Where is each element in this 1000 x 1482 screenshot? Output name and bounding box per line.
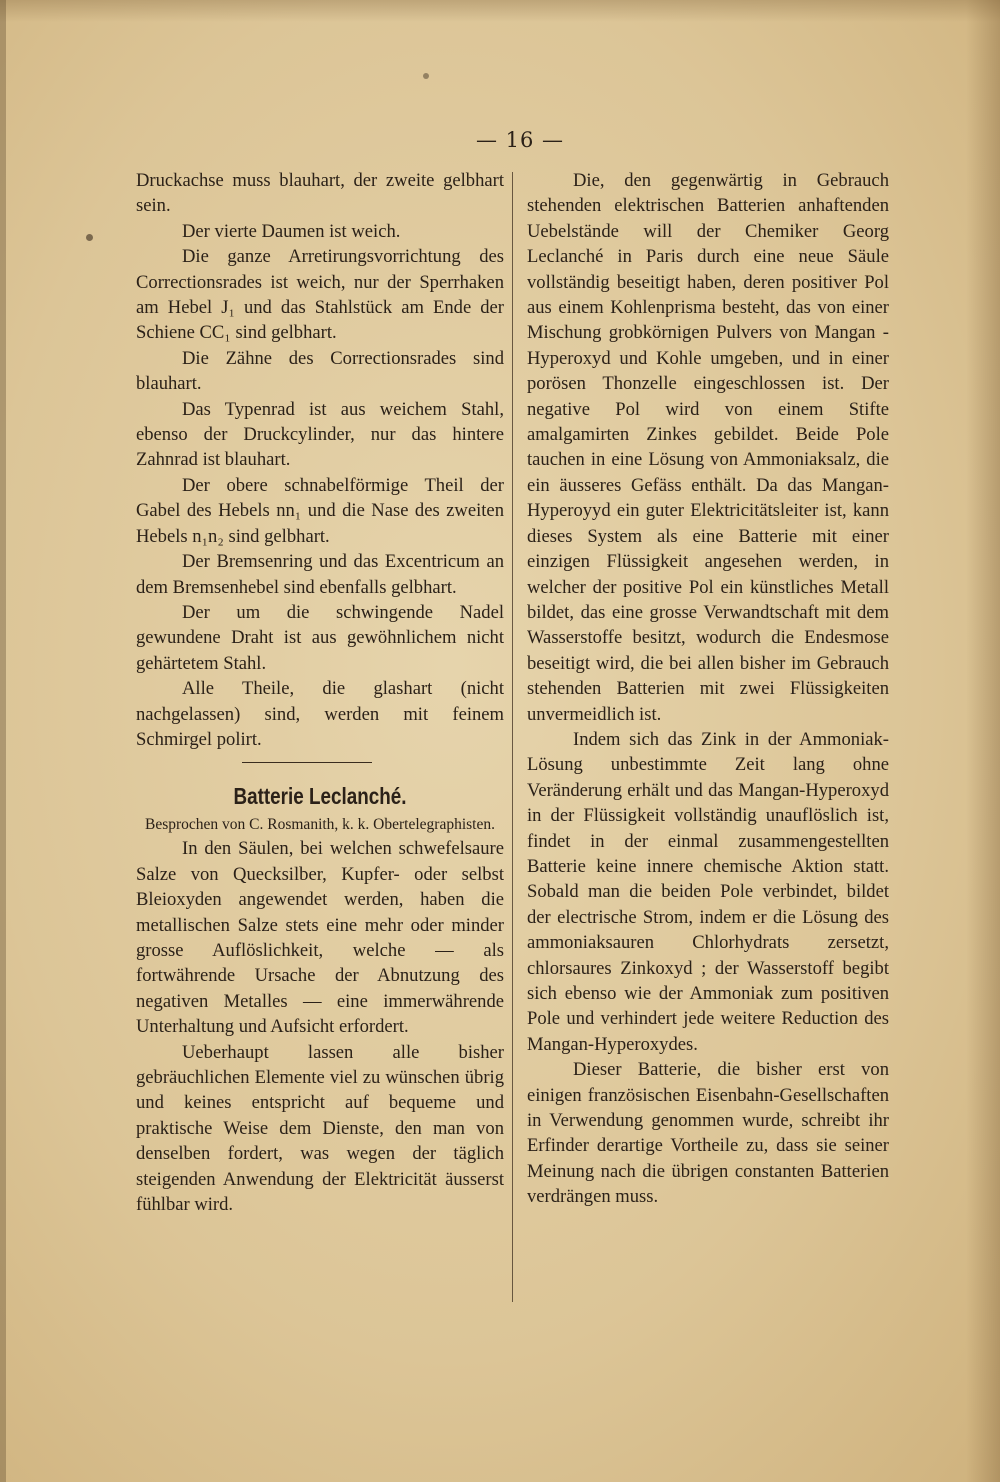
paragraph: Der obere schnabelförmige Theil der Gabel des Hebels nn₁ und die Nase des zweiten Hebels n₁n₂ sind gelbhart. xyxy=(136,474,504,547)
paragraph: Die, den gegenwärtig in Gebrauch stehenden elektrischen Batterien anhaftenden Uebelstände will der Chemiker Georg Leclanché in Paris durch eine neue Säule vollständig beseitigt haben, deren positiver Pol aus einem Kohlenprisma besteht, das von einer Mischung grobkörnigen Pulvers von Mangan - Hyperoxyd und Kohle umgeben, und in einer porösen Thonzelle eingeschlossen ist. Der negative Pol wird von einem Stifte amalgamirten Zinkes gebildet. Beide Pole tauchen in eine Lösung von Ammoniaksalz, die ein äusseres Gefäss enthält. Da das Mangan-Hyperoyyd ein guter Elektricitätsleiter ist, kann dieses System als eine Batterie mit einer einzigen Flüssigkeit angesehen werden, in welcher der positive Pol ein künstliches Metall bildet, das eine grosse Verwandtschaft mit dem Wasserstoffe besitzt, wodurch die Endesmose beseitigt wird, die bei allen bisher im Gebrauch stehenden Batterien mit zwei Flüssigkeiten unvermeidlich ist. xyxy=(527,170,889,725)
paragraph: Der um die schwingende Nadel gewundene Draht ist aus gewöhnlichem nicht gehärtetem Stahl. xyxy=(136,601,504,674)
paragraph: Indem sich das Zink in der Ammoniak-Lösung unbestimmte Zeit lang ohne Veränderung erhält und das Mangan-Hyperoxyd in der Flüssigkeit vollständig unauflöslich ist, findet in der einmal zusammengestellten Batterie keine innere chemische Aktion statt. Sobald man die beiden Pole verbindet, bildet der electrische Strom, indem er die Lösung des ammoniaksauren Chlorhydrats zersetzt, chlorsaures Zinkoxyd ; der Wasserstoff begibt sich ebenso wie der Ammoniak zum positiven Pole und verhindert jede weitere Reduction des Mangan-Hyperoxydes. xyxy=(527,728,889,1055)
paragraph: Die Zähne des Correctionsrades sind blauhart. xyxy=(136,347,504,395)
paragraph: Das Typenrad ist aus weichem Stahl, ebenso der Druckcylinder, nur das hintere Zahnrad ist blauhart. xyxy=(136,398,504,471)
paragraph: In den Säulen, bei welchen schwefelsaure Salze von Quecksilber, Kupfer- oder selbst Bleioxyden angewendet werden, haben die metallischen Salze stets eine mehr oder minder grosse Auflöslichkeit, welche — als fortwährende Ursache der Abnutzung des negativen Metalles — eine immerwährende Unterhaltung und Aufsicht erfordert. xyxy=(136,838,504,1038)
page-edge-shadow-right xyxy=(966,0,1000,1482)
ink-speck xyxy=(86,234,93,241)
paragraph: Der Bremsenring und das Excentricum an dem Bremsenhebel sind ebenfalls gelbhart. xyxy=(136,551,504,598)
column-divider xyxy=(512,172,513,1302)
right-column xyxy=(527,168,889,1210)
section-title: Batterie Leclanché. xyxy=(233,783,407,810)
left-column xyxy=(136,168,504,1217)
section-separator-rule xyxy=(242,762,372,763)
byline: Besprochen von C. Rosmanith, k. k. Obertelegraphisten. xyxy=(145,816,495,834)
ink-speck xyxy=(423,73,429,79)
paragraph: Die ganze Arretirungsvorrichtung des Correctionsrades ist weich, nur der Sperrhaken am Hebel J₁ und das Stahlstück am Ende der Schiene CC₁ sind gelbhart. xyxy=(136,246,504,344)
paragraph: Druckachse muss blauhart, der zweite gelbhart sein. xyxy=(136,170,504,217)
paragraph: Der vierte Daumen ist weich. xyxy=(182,220,401,242)
page-edge-left xyxy=(0,0,6,1482)
paragraph: Alle Theile, die glashart (nicht nachgelassen) sind, werden mit feinem Schmirgel polirt. xyxy=(136,678,504,750)
paragraph: Ueberhaupt lassen alle bisher gebräuchlichen Elemente viel zu wünschen übrig und keines entspricht auf bequeme und praktische Weise dem Dienste, den man von denselben fordert, was wegen der täglich steigenden Anwendung der Elektricität äusserst fühlbar wird. xyxy=(136,1041,504,1216)
page-number: — 16 — xyxy=(475,128,565,152)
paragraph: Dieser Batterie, die bisher erst von einigen französischen Eisenbahn-Gesellschaften in Verwendung genommen wurde, schreibt ihr Erfinder derartige Vortheile zu, dass sie seiner Meinung nach die übrigen constanten Batterien verdrängen muss. xyxy=(527,1059,889,1208)
page-edge-shadow-top xyxy=(0,0,1000,22)
